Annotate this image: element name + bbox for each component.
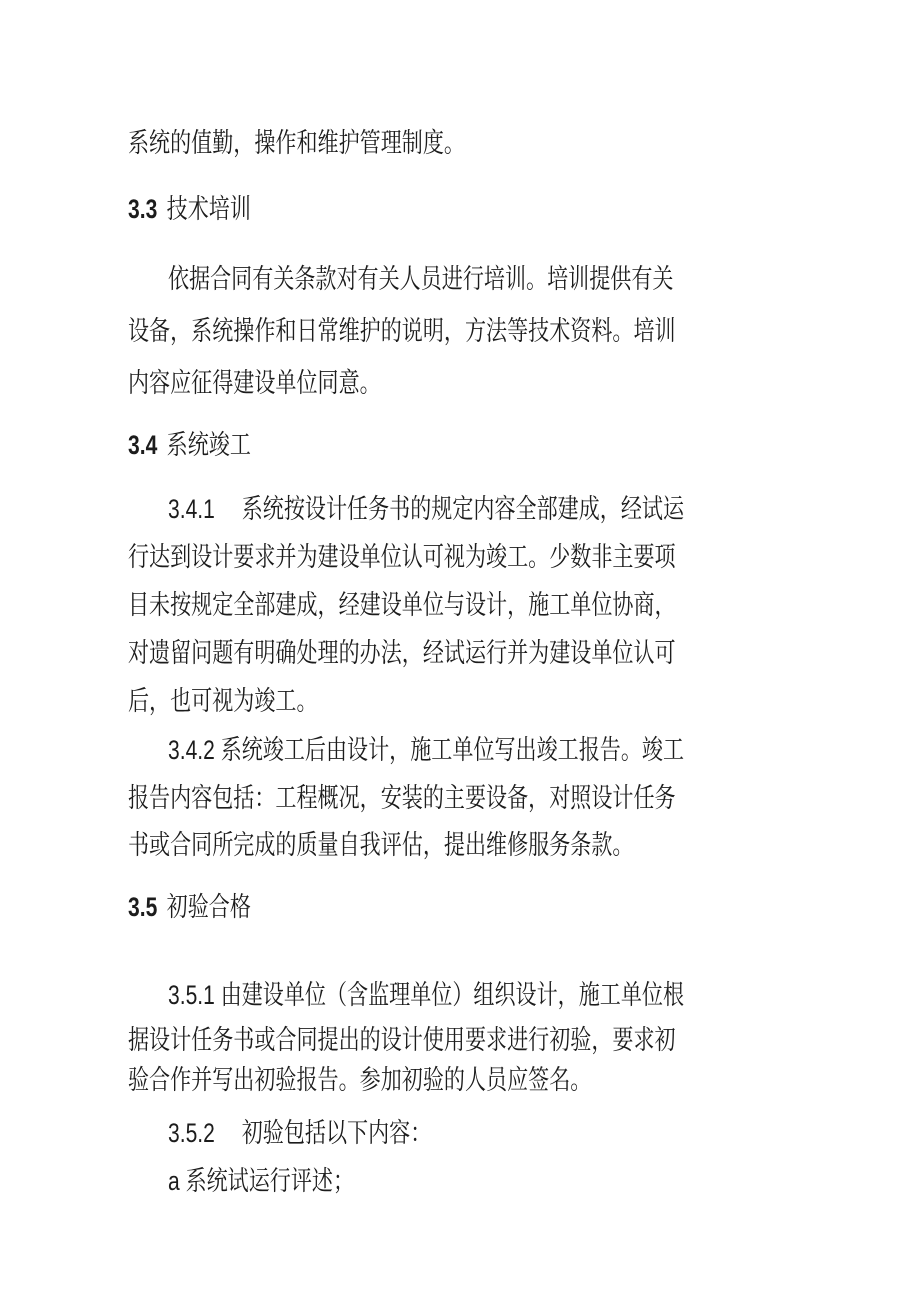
section-number: 3.4 xyxy=(128,430,158,460)
section-title: 初验合格 xyxy=(166,892,251,922)
section-number: 3.3 xyxy=(128,194,158,224)
text-line: 目未按规定全部建成，经建设单位与设计，施工单位协商， xyxy=(128,590,676,620)
section-title: 系统竣工 xyxy=(166,430,251,460)
section-title: 技术培训 xyxy=(166,194,251,224)
text-line: 系统的值勤，操作和维护管理制度。 xyxy=(128,128,465,158)
text-line: 3.5.1 由建设单位（含监理单位）组织设计，施工单位根 xyxy=(168,980,685,1010)
text-line: 3.5.2 初验包括以下内容： xyxy=(168,1118,432,1148)
text-line: 依据合同有关条款对有关人员进行培训。培训提供有关 xyxy=(168,264,674,294)
text-line: 内容应征得建设单位同意。 xyxy=(128,368,381,398)
text-line: 验合作并写出初验报告。参加初验的人员应签名。 xyxy=(128,1065,592,1095)
text-line: 行达到设计要求并为建设单位认可视为竣工。少数非主要项 xyxy=(128,542,676,572)
text-line: 3.4.2 系统竣工后由设计，施工单位写出竣工报告。竣工 xyxy=(168,735,685,765)
section-heading xyxy=(128,430,251,461)
section-heading xyxy=(128,194,251,225)
text-line: 据设计任务书或合同提出的设计使用要求进行初验，要求初 xyxy=(128,1025,676,1055)
section-heading xyxy=(128,892,251,923)
section-number: 3.5 xyxy=(128,892,158,922)
text-line: 后，也可视为竣工。 xyxy=(128,686,318,716)
text-line: 设备，系统操作和日常维护的说明，方法等技术资料。培训 xyxy=(128,316,676,346)
text-line: 报告内容包括：工程概况，安装的主要设备，对照设计任务 xyxy=(128,783,676,813)
text-line: a 系统试运行评述； xyxy=(168,1166,355,1196)
text-line: 3.4.1 系统按设计任务书的规定内容全部建成，经试运 xyxy=(168,494,685,524)
text-line: 对遗留问题有明确处理的办法，经试运行并为建设单位认可 xyxy=(128,638,676,668)
text-line: 书或合同所完成的质量自我评估，提出维修服务条款。 xyxy=(128,830,634,860)
